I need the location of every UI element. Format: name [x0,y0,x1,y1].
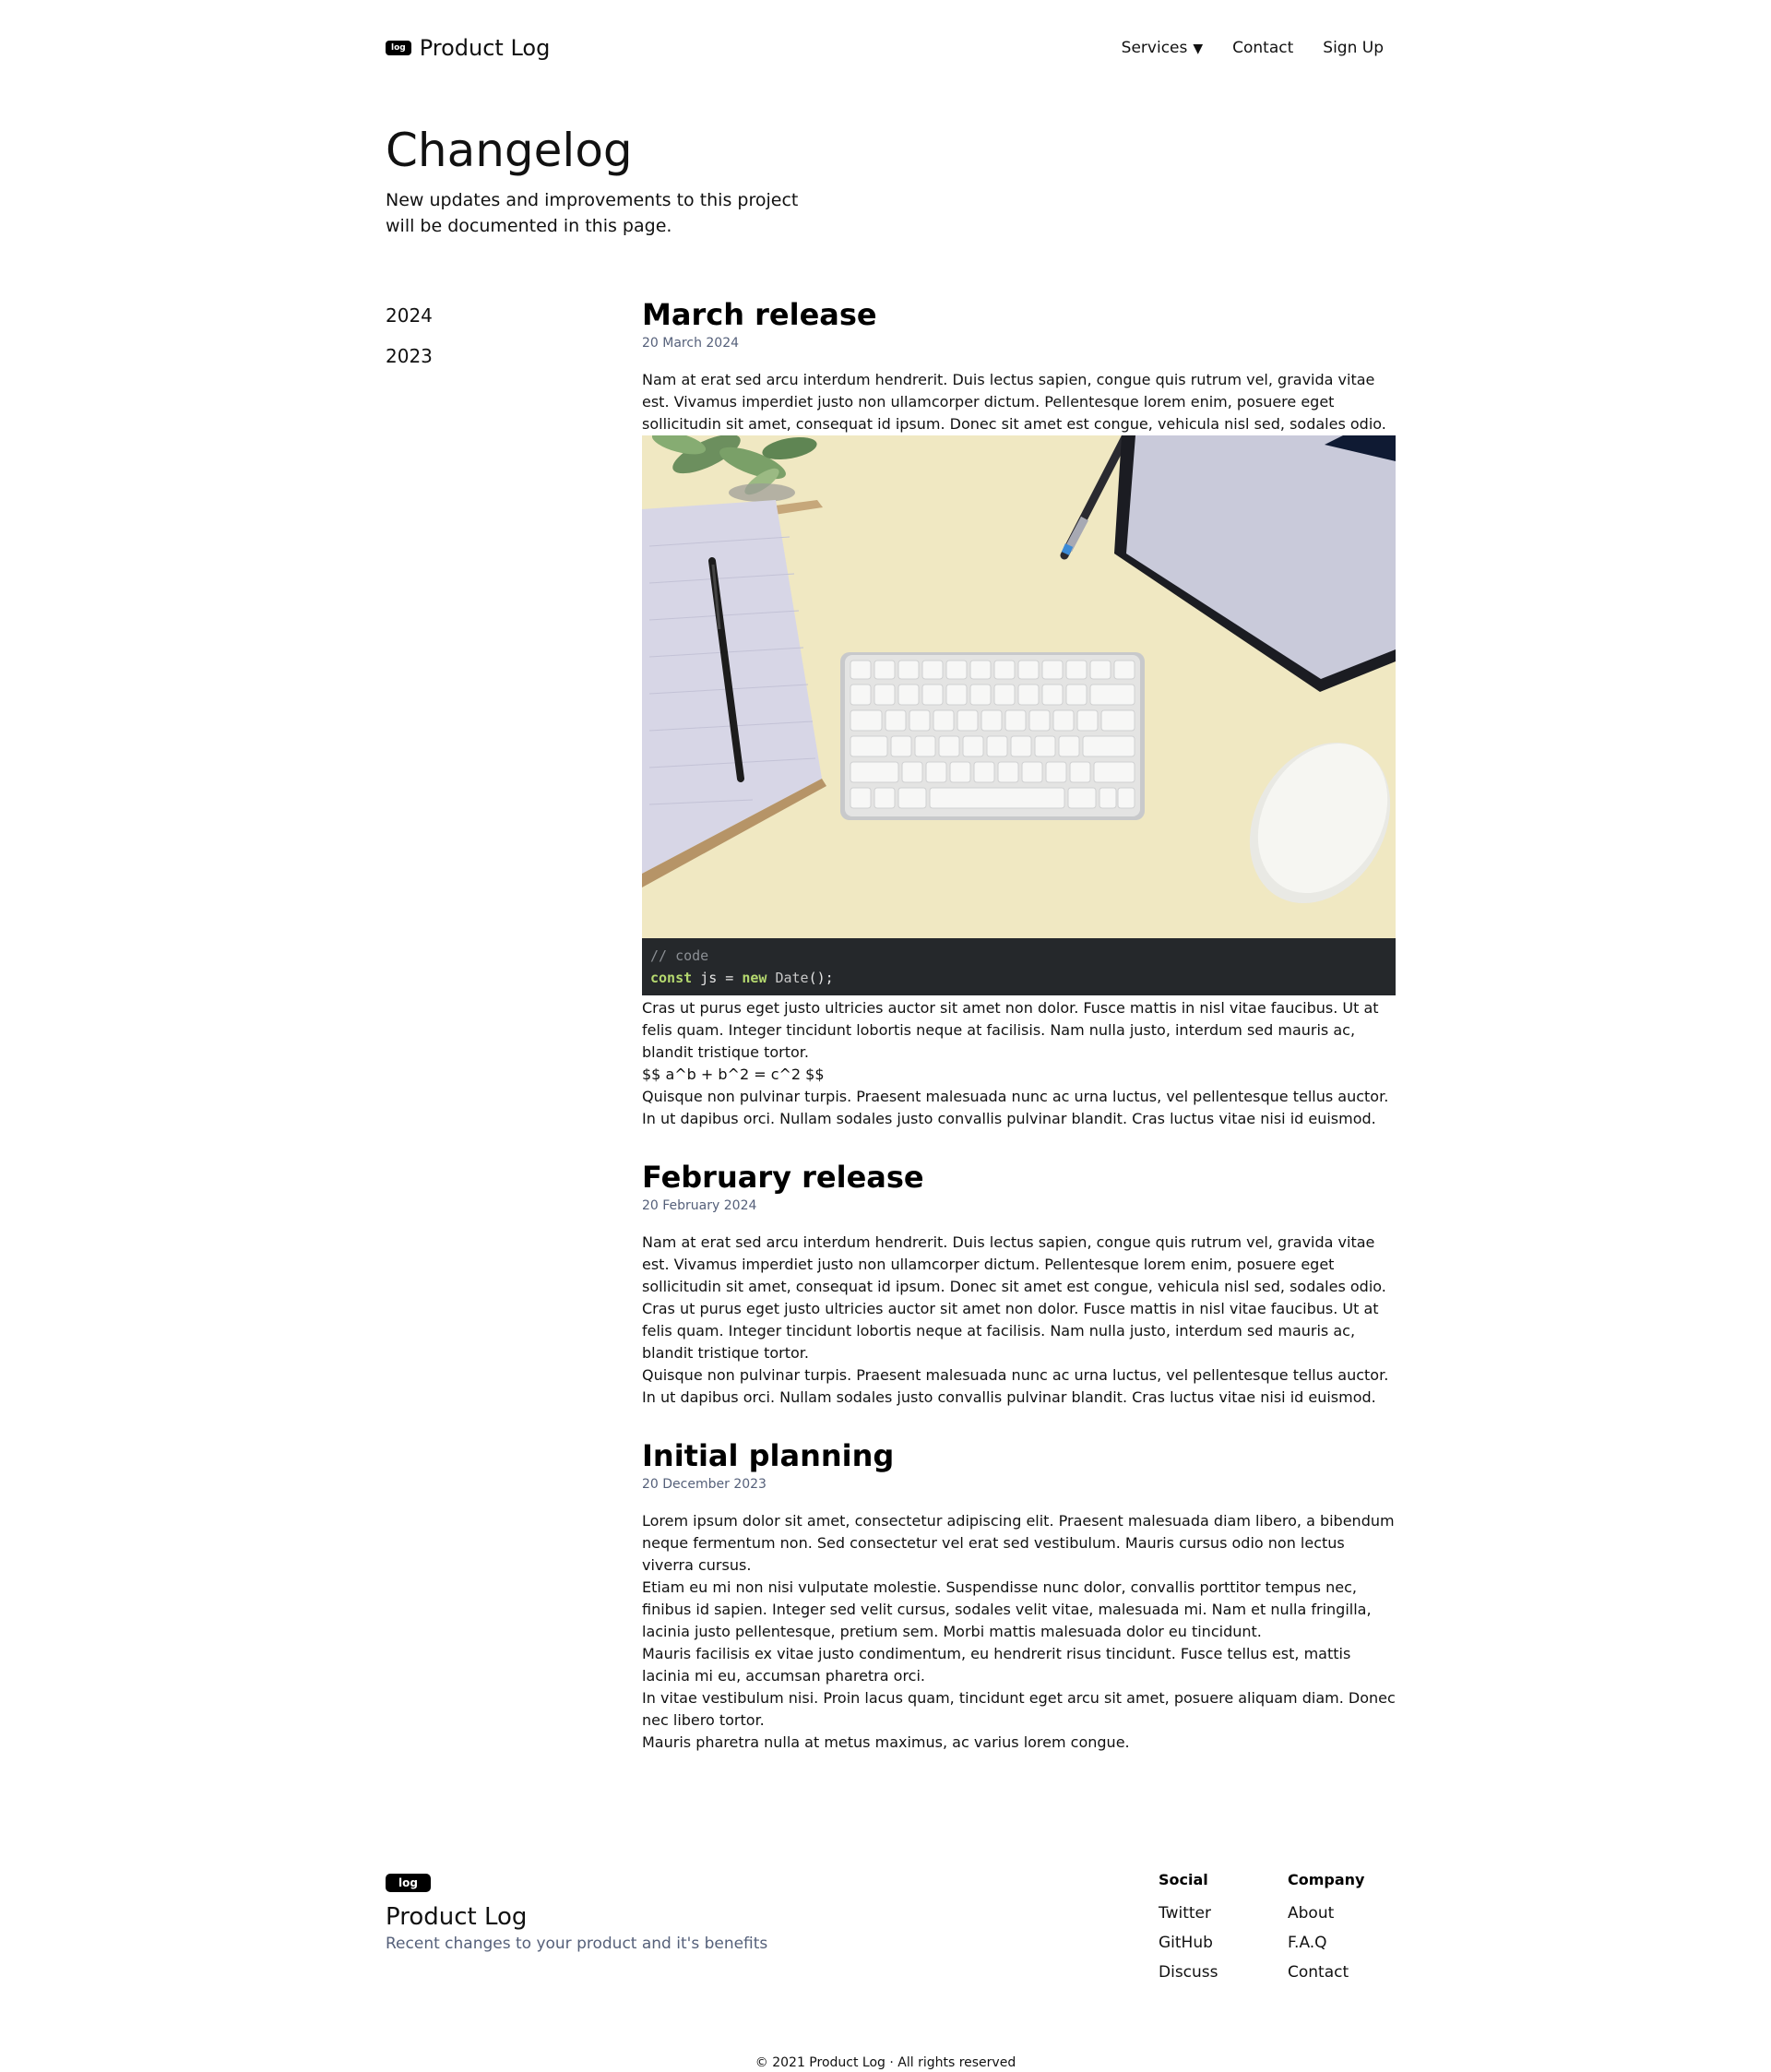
release-paragraph: Quisque non pulvinar turpis. Praesent malesuada nunc ac urna luctus, vel pellentesque tellus auctor. In ut dapibus orci. Nullam sodales justo convallis pulvinar blandit. Cras luctus vitae nisi id euismod. [642,1366,1389,1406]
release-paragraph: In vitae vestibulum nisi. Proin lacus quam, tincidunt eget arcu sit amet, posuere aliquam diam. Donec nec libero tortor. [642,1689,1396,1729]
release-paragraph: Mauris pharetra nulla at metus maximus, ac varius lorem congue. [642,1733,1130,1751]
release-date: 20 February 2024 [642,1198,757,1213]
release-entry-initial-planning [642,1436,1396,1754]
code-keyword-new: new [742,970,767,986]
footer-link-discuss[interactable]: Discuss [1159,1963,1218,1982]
year-link-2024[interactable]: 2024 [386,304,433,327]
release-entry-march [642,295,1396,1130]
site-footer [386,1871,1395,1982]
footer-link-twitter[interactable]: Twitter [1159,1904,1211,1923]
footer-col-social [1159,1869,1288,1987]
footer-heading-company: Company [1288,1871,1365,1888]
code-identifier: js = [692,970,743,986]
hero-section [386,120,1395,239]
nav-services-dropdown[interactable] [1111,31,1214,65]
release-paragraph: Nam at erat sed arcu interdum hendrerit. Duis lectus sapien, congue quis rutrum vel, gravida vitae est. Vivamus imperdiet justo non ullamcorper dictum. Pellentesque lorem enim, posuere eget sollicitudin sit amet, consequat id ipsum. Donec sit amet est congue, vehicula nisl sed, sodales odio. [642,1233,1386,1295]
footer-tagline: Recent changes to your product and it's benefits [386,1935,768,1953]
footer-heading-social: Social [1159,1871,1208,1888]
release-paragraph: Nam at erat sed arcu interdum hendrerit. Duis lectus sapien, congue quis rutrum vel, gravida vitae est. Vivamus imperdiet justo non ullamcorper dictum. Pellentesque lorem enim, posuere eget sollicitudin sit amet, consequat id ipsum. Donec sit amet est congue, vehicula nisl sed, sodales odio. [642,371,1386,433]
release-paragraph: Quisque non pulvinar turpis. Praesent malesuada nunc ac urna luctus, vel pellentesque tellus auctor. In ut dapibus orci. Nullam sodales justo convallis pulvinar blandit. Cras luctus vitae nisi id euismod. [642,1088,1389,1127]
footer-link-columns [1159,1869,1417,1987]
site-header [386,0,1395,96]
release-paragraph: Etiam eu mi non nisi vulputate molestie. Suspendisse nunc dolor, convallis porttitor tempus nec, finibus id sapien. Integer sed velit cursus, sodales velit vitae, malesuada mi. Nam et nulla fringilla, lacinia justo pellentesque, pretium sem. Morbi mattis malesuada dolor eu tincidunt. [642,1578,1372,1640]
release-title: March release [642,297,877,332]
copyright-text: © 2021 Product Log · All rights reserved [755,2055,1016,2070]
release-date: 20 December 2023 [642,1477,767,1492]
page-subtitle: New updates and improvements to this project will be documented in this page. [386,190,799,236]
code-keyword-const: const [650,970,693,986]
release-list [642,295,1396,1754]
footer-link-contact[interactable]: Contact [1288,1963,1349,1982]
brand-link[interactable] [386,35,550,61]
main-nav [1111,31,1395,65]
desk-photo [642,435,1396,938]
keyboard [840,652,1145,820]
code-line [650,967,1387,989]
footer-col-company [1288,1869,1417,1987]
release-paragraph: Lorem ipsum dolor sit amet, consectetur adipiscing elit. Praesent malesuada diam libero, a bibendum neque fermentum non. Sed consectetur vel erat sed vestibulum. Mauris cursus odio non lectus viverra cursus. [642,1512,1395,1574]
release-paragraph: Cras ut purus eget justo ultricies auctor sit amet non dolor. Fusce mattis in nisl vitae faucibus. Ut at felis quam. Integer tincidunt lobortis neque at facilisis. Nam nulla justo, interdum sed mauris ac, blandit tristique tortor. [642,999,1379,1061]
footer-logo-badge: log [386,1874,431,1892]
code-snippet [642,938,1396,995]
logo-badge: log [386,41,411,55]
year-link-2023[interactable]: 2023 [386,345,433,367]
release-paragraph: Mauris facilisis ex vitae justo condimentum, eu hendrerit risus tincidunt. Fusce tellus est, mattis lacinia mi eu, accumsan pharetra orci. [642,1645,1351,1685]
footer-link-faq[interactable]: F.A.Q [1288,1934,1327,1952]
nav-contact-link[interactable]: Contact [1232,39,1294,57]
brand-name: Product Log [419,35,551,61]
chevron-down-icon: ▼ [1193,42,1204,56]
code-comment: // code [650,947,709,964]
footer-brand-name: Product Log [386,1903,528,1931]
nav-signup-link[interactable]: Sign Up [1323,39,1384,57]
release-date: 20 March 2024 [642,336,740,351]
page-title: Changelog [386,124,633,177]
footer-link-about[interactable]: About [1288,1904,1335,1923]
year-sidebar [386,295,433,376]
code-function: Date [767,970,809,986]
footer-link-github[interactable]: GitHub [1159,1934,1213,1952]
math-block: $$ a^b + b^2 = c^2 $$ [642,1066,825,1083]
nav-services-label: Services [1121,39,1188,57]
release-entry-february [642,1158,1396,1409]
release-paragraph: Cras ut purus eget justo ultricies auctor sit amet non dolor. Fusce mattis in nisl vitae faucibus. Ut at felis quam. Integer tincidunt lobortis neque at facilisis. Nam nulla justo, interdum sed mauris ac, blandit tristique tortor. [642,1300,1379,1362]
release-title: Initial planning [642,1438,895,1473]
code-tail: (); [808,970,834,986]
release-title: February release [642,1160,924,1195]
